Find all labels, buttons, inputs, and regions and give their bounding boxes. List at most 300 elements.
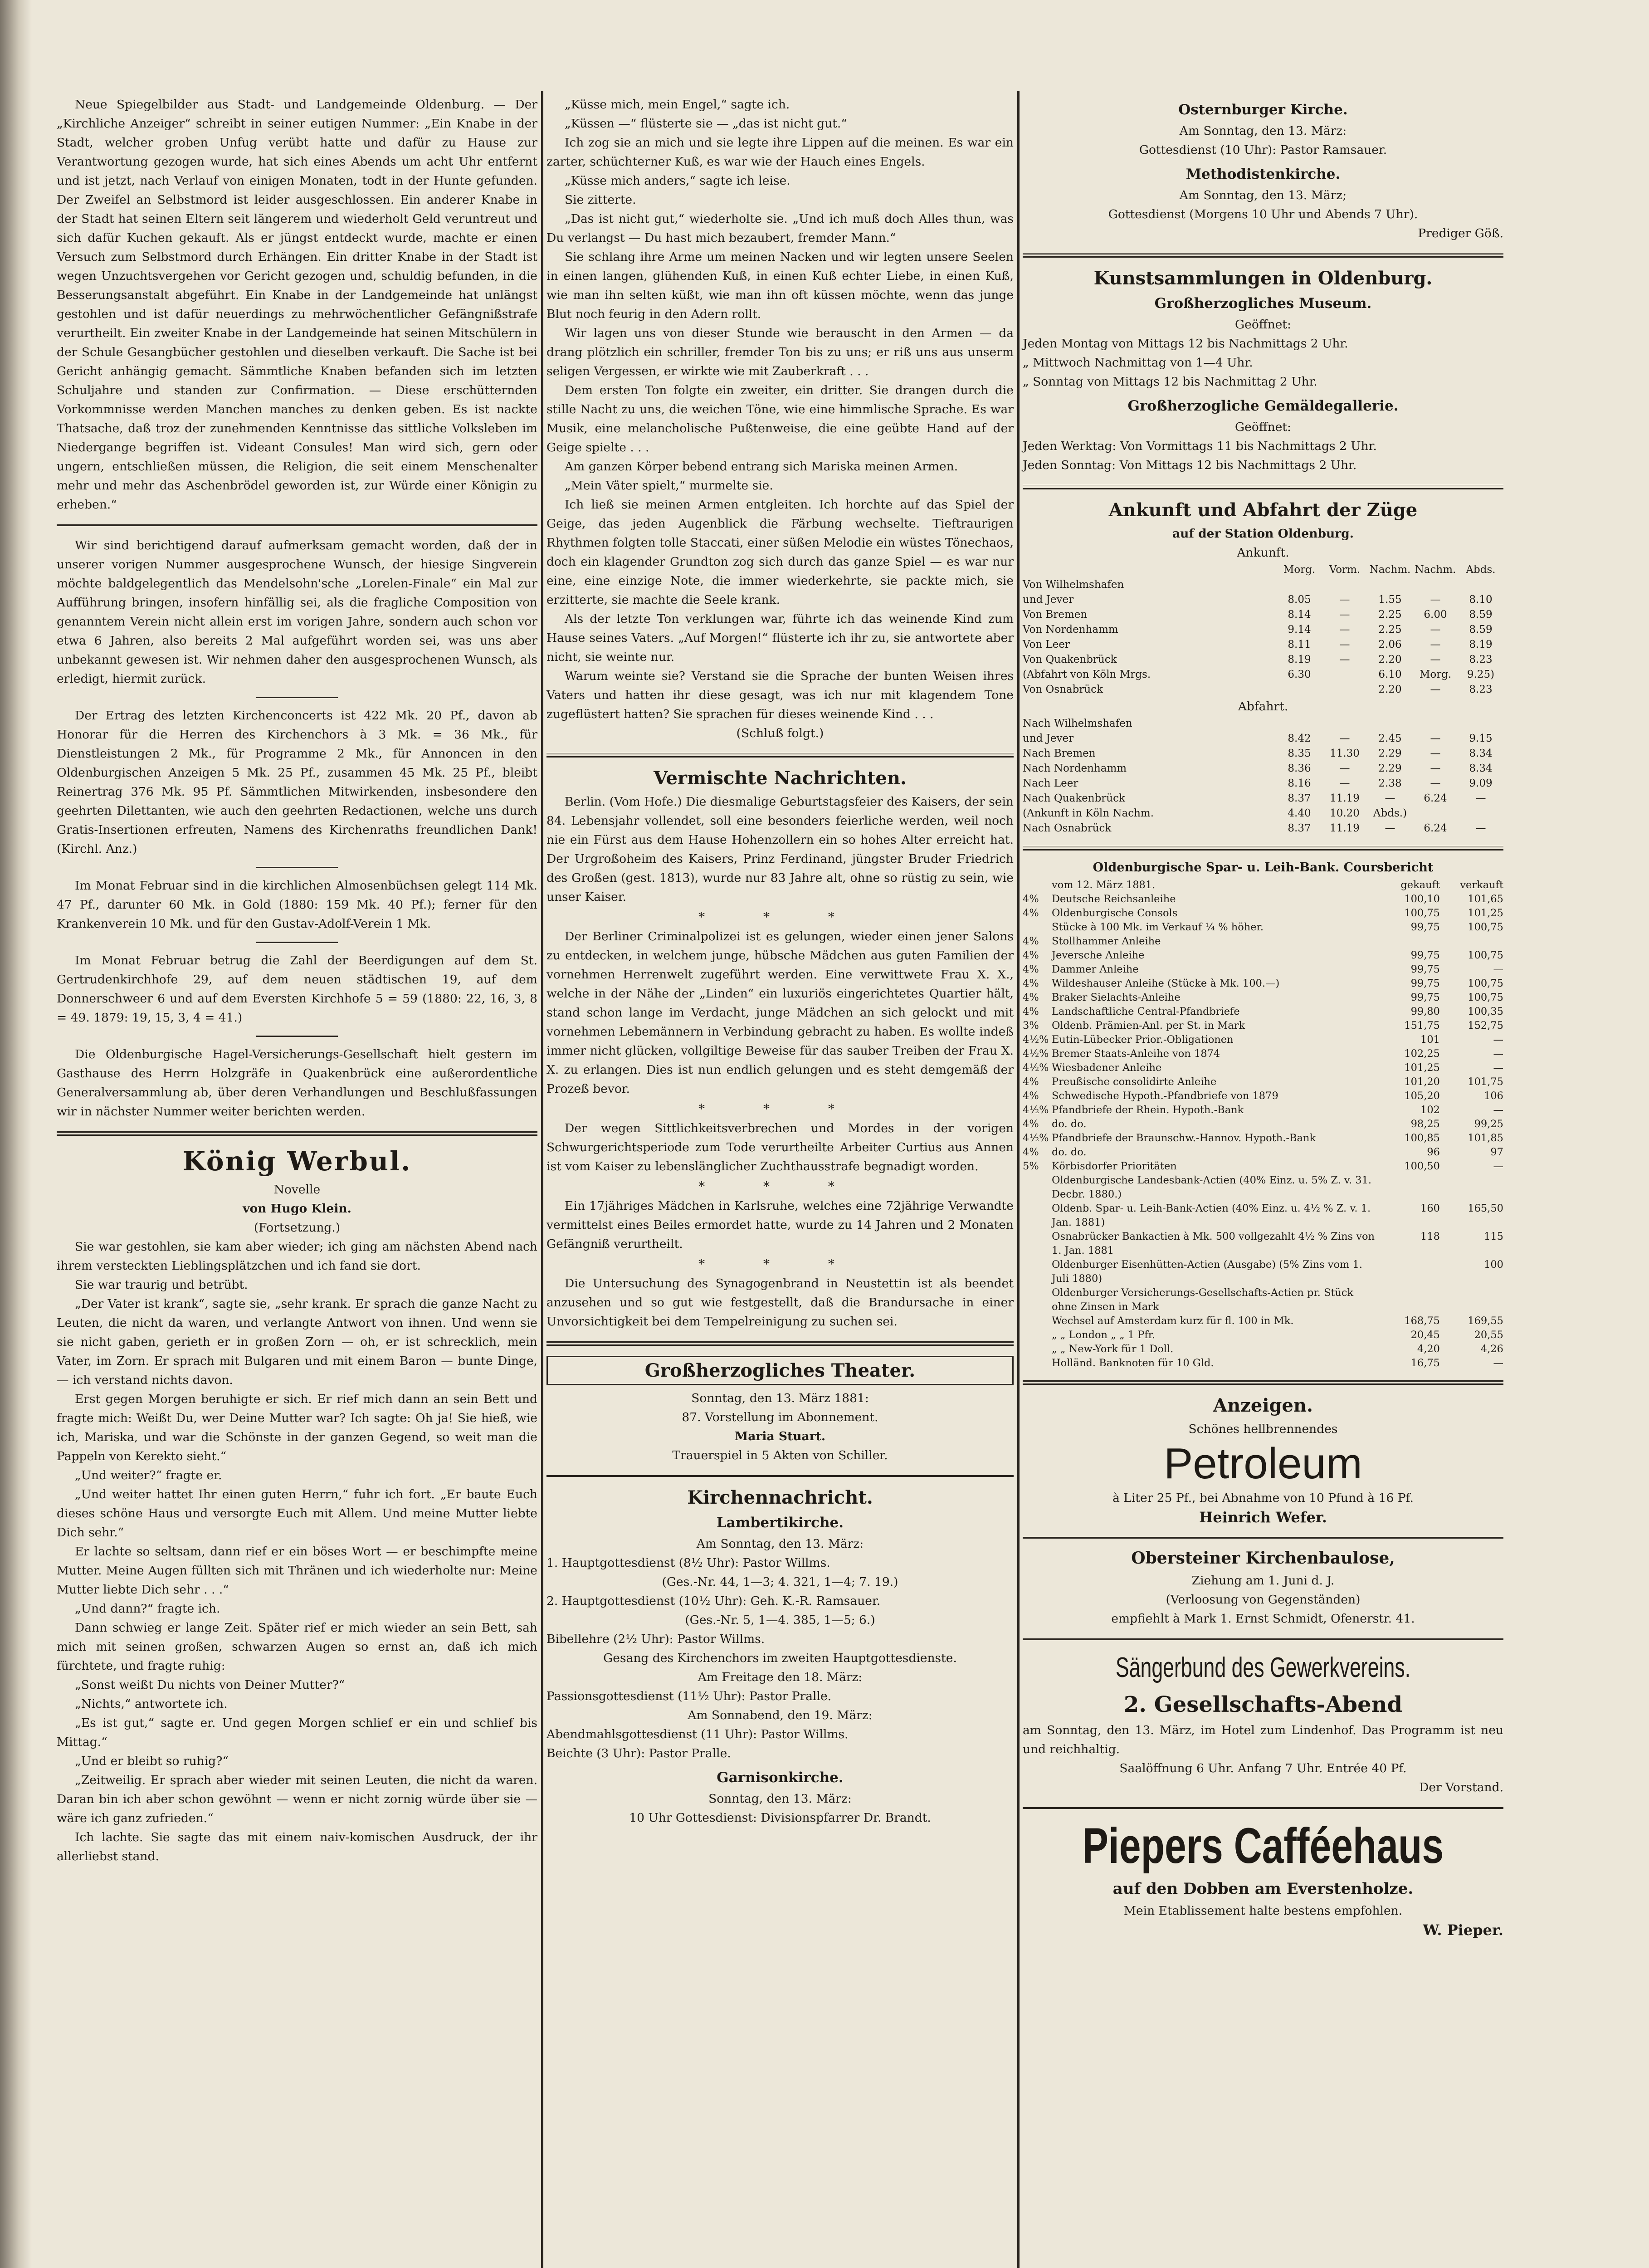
security-name: Oldenburger Versicherungs-Gesellschafts-Actien pr. Stück ohne Zinsen in Mark [1052, 1287, 1354, 1313]
train-row [1023, 652, 1503, 667]
train-row [1023, 716, 1503, 731]
train-time: 8.34 [1469, 763, 1493, 774]
train-time: 2.25 [1378, 609, 1402, 621]
novel-paragraph: Sie war gestohlen, sie kam aber wieder; ich ging am nächsten Abend nach ihrem versteckten Lieblingsplätzchen und ich fand sie dort. [57, 1240, 537, 1273]
exchange-row [1023, 1202, 1503, 1230]
price-bought: 105,20 [1404, 1090, 1440, 1102]
price-sold: 100,75 [1468, 921, 1503, 933]
price-sold: 115 [1484, 1231, 1503, 1242]
price-sold: 100,75 [1468, 978, 1503, 989]
security-name: Schwedische Hypoth.-Pfandbriefe von 1879 [1052, 1090, 1278, 1102]
novel-paragraph: „Das ist nicht gut,“ wiederholte sie. „Und ich muß doch Alles thun, was Du verlangst — Du hast mich bezaubert, fremder Mann.“ [546, 212, 1014, 245]
exchange-row [1023, 1258, 1503, 1286]
station-name: Nach Osnabrück [1023, 822, 1112, 834]
article-almosen: Im Monat Februar sind in die kirchlichen Almosenbüchsen gelegt 114 Mk. 47 Pf., darunter 60 Mk. in Gold (1880: 159 Mk. 40 Pf.); ferner für den Krankenverein 10 Mk. und für den Gustav-Adolf-Verein 1 Mk. [57, 879, 537, 931]
train-time: 2.38 [1378, 777, 1402, 789]
exchange-row [1023, 1033, 1503, 1047]
price-sold: 100 [1484, 1259, 1503, 1271]
train-time: 4.40 [1288, 807, 1311, 819]
rate [1023, 1258, 1052, 1286]
rate [1023, 1173, 1052, 1202]
train-time: — [1430, 733, 1441, 744]
price-bought: 118 [1420, 1231, 1440, 1242]
osternburg-title: Osternburger Kirche. [1178, 102, 1348, 118]
novel-paragraph: Ich lachte. Sie sagte das mit einem naiv-komischen Ausdruck, der ihr allerliebst stand. [57, 1830, 537, 1863]
train-header-row [1023, 562, 1503, 577]
church-line: (Ges.-Nr. 5, 1—4. 385, 1—5; 6.) [685, 1613, 875, 1627]
security-name: Landschaftliche Central-Pfandbriefe [1052, 1006, 1240, 1017]
train-time: 2.20 [1378, 654, 1402, 665]
column-middle [546, 95, 1014, 1828]
novel-paragraph: „Zeitweilig. Er sprach aber wieder mit seinen Leuten, die nicht da waren. Daran bin ich aber schon gewöhnt — wenn er nicht zornig würde über sie — wäre ich ganz zufrieden.“ [57, 1773, 537, 1825]
price-sold: — [1493, 1062, 1503, 1074]
price-bought: 99,75 [1410, 921, 1440, 933]
museum-hours: Jeden Montag von Mittags 12 bis Nachmittags 2 Uhr. [1023, 337, 1348, 351]
ad-line: Ziehung am 1. Juni d. J. [1191, 1574, 1335, 1588]
column-right [1023, 95, 1503, 1940]
museum-title: Großherzogliches Museum. [1154, 295, 1372, 312]
price-bought: 101,25 [1404, 1062, 1440, 1074]
rate: 4% [1023, 935, 1039, 947]
rate: 4% [1023, 992, 1039, 1003]
museum-hours: „ Mittwoch Nachmittag von 1—4 Uhr. [1023, 356, 1253, 370]
theater-date: Sonntag, den 13. März 1881: [691, 1391, 869, 1405]
novel-paragraph: „Küsse mich anders,“ sagte ich leise. [565, 174, 790, 188]
price-bought [1376, 1173, 1440, 1202]
price-sold: — [1493, 1034, 1503, 1046]
church-line: Gottesdienst (Morgens 10 Uhr und Abends 7 Uhr). [1108, 207, 1418, 221]
church-line: Gesang des Kirchenchors im zweiten Hauptgottesdienste. [603, 1651, 957, 1665]
train-time: 2.06 [1378, 639, 1402, 650]
price-sold: 101,85 [1468, 1132, 1503, 1144]
novel-paragraph: Als der letzte Ton verklungen war, führte ich das weinende Kind zum Hause seines Vaters. „Auf Morgen!“ flüsterte ich ihr zu, sie antwortete aber nicht, sie weinte nur. [546, 612, 1014, 664]
security-name: Oldenb. Prämien-Anl. per St. in Mark [1052, 1020, 1245, 1031]
rate: 4½% [1023, 1034, 1049, 1046]
exchange-row [1023, 1230, 1503, 1258]
divider [1023, 1638, 1503, 1640]
security-name: Oldenburger Eisenhütten-Actien (Ausgabe) (5% Zins vom 1. Juli 1880) [1052, 1259, 1363, 1285]
security-name: Stollhammer Anleihe [1052, 935, 1161, 947]
train-time: 8.19 [1288, 654, 1311, 665]
train-row [1023, 791, 1503, 806]
ad-cafe: Piepers Cafféehaus [1082, 1818, 1444, 1874]
security-name: Holländ. Banknoten für 10 Gld. [1052, 1357, 1214, 1369]
train-time: 9.14 [1288, 624, 1311, 635]
section-title-vermischte: Vermischte Nachrichten. [654, 767, 907, 789]
museum-hours: „ Sonntag von Mittags 12 bis Nachmittag 2 Uhr. [1023, 375, 1317, 389]
security-name: Deutsche Reichsanleihe [1052, 893, 1176, 905]
train-time: 1.55 [1378, 594, 1402, 606]
train-time: — [1430, 777, 1441, 789]
train-time: — [1475, 792, 1486, 804]
exchange-row [1023, 1075, 1503, 1089]
church-line: Am Sonntag, den 13. März: [1179, 124, 1347, 138]
train-time: 9.09 [1469, 777, 1493, 789]
divider [57, 1131, 537, 1136]
train-time: 8.42 [1288, 733, 1311, 744]
exchange-row [1023, 1286, 1503, 1314]
security-name: Wiesbadener Anleihe [1052, 1062, 1162, 1074]
col-head: Morg. [1283, 564, 1316, 576]
train-time: — [1430, 763, 1441, 774]
divider [1023, 1807, 1503, 1809]
price-bought: 101,20 [1404, 1076, 1440, 1088]
arrival-table [1023, 577, 1503, 697]
ad-abend: 2. Gesellschafts-Abend [1123, 1692, 1403, 1717]
col-head: Nachm. [1415, 564, 1456, 576]
price-bought: 102 [1420, 1104, 1440, 1116]
station-name: Nach Bremen [1023, 748, 1096, 759]
station-name: Von Osnabrück [1023, 684, 1103, 695]
church-line: Sonntag, den 13. März: [708, 1792, 852, 1806]
price-bought [1376, 1258, 1440, 1286]
station-name: Von Leer [1023, 639, 1070, 650]
station-name: Von Nordenhamm [1023, 624, 1118, 635]
divider [1023, 253, 1503, 258]
train-time [1413, 806, 1458, 821]
novel-paragraph: „Und weiter?“ fragte er. [75, 1468, 222, 1482]
train-time: 8.14 [1288, 609, 1311, 621]
train-time: 8.10 [1469, 594, 1493, 606]
price-sold: 101,75 [1468, 1076, 1503, 1088]
security-name: Oldenb. Spar- u. Leih-Bank-Actien (40% Einz. u. 4½ % Z. v. 1. Jan. 1881) [1052, 1202, 1371, 1228]
rate: 4½% [1023, 1104, 1049, 1116]
asterisk-divider: * * * [698, 1101, 862, 1116]
price-sold: 97 [1490, 1146, 1503, 1158]
kunst-title: Kunstsammlungen in Oldenburg. [1093, 268, 1433, 289]
train-row [1023, 776, 1503, 791]
theater-performance: 87. Vorstellung im Abonnement. [682, 1410, 878, 1424]
train-time: — [1339, 639, 1350, 650]
departure-label: Abfahrt. [1238, 699, 1288, 714]
exchange-row [1023, 1005, 1503, 1019]
exchange-row [1023, 1131, 1503, 1145]
train-time: 6.24 [1424, 822, 1447, 834]
rate: 4% [1023, 1006, 1039, 1017]
col-head: Abds. [1466, 564, 1496, 576]
security-name: Eutin-Lübecker Prior.-Obligationen [1052, 1034, 1234, 1046]
train-time: — [1339, 763, 1350, 774]
gallery-title: Großherzogliche Gemäldegallerie. [1127, 398, 1399, 414]
price-bought: 102,25 [1404, 1048, 1440, 1060]
train-time: 6.10 [1378, 669, 1402, 680]
station-name: Von Bremen [1023, 609, 1088, 621]
train-row [1023, 577, 1503, 592]
price-sold: — [1493, 1104, 1503, 1116]
arrival-label: Ankunft. [1237, 546, 1289, 560]
price-sold: 20,55 [1474, 1329, 1503, 1341]
price-bought [1376, 1286, 1440, 1314]
price-sold: 101,65 [1468, 893, 1503, 905]
ad-firm: Heinrich Wefer. [1199, 1509, 1327, 1526]
lamberti-title: Lambertikirche. [716, 1515, 844, 1531]
exchange-row [1023, 1019, 1503, 1033]
station-name: Von Quakenbrück [1023, 654, 1117, 665]
exchange-row [1023, 963, 1503, 977]
station-name: Nach Leer [1023, 777, 1078, 789]
novel-paragraph: „Küssen —“ flüsterte sie — „das ist nicht gut.“ [565, 117, 847, 131]
church-line: Am Sonnabend, den 19. März: [688, 1708, 873, 1722]
train-subtitle: auf der Station Oldenburg. [1172, 527, 1354, 541]
security-name: Preußische consolidirte Anleihe [1052, 1076, 1217, 1088]
col-head: verkauft [1460, 879, 1503, 891]
novel-paragraph: „Und er bleibt so ruhig?“ [75, 1754, 229, 1768]
ad-petroleum: Petroleum [1164, 1439, 1362, 1488]
church-news-title: Kirchennachricht. [687, 1487, 873, 1508]
price-bought: 99,75 [1410, 963, 1440, 975]
train-time: — [1339, 777, 1350, 789]
divider [1023, 1380, 1503, 1385]
train-time: — [1385, 792, 1395, 804]
security-name: do. do. [1052, 1118, 1087, 1130]
novel-paragraph: Ich zog sie an mich und sie legte ihre Lippen auf die meinen. Es war ein zarter, schüchterner Kuß, es war wie der Hauch eines Engels. [546, 136, 1014, 169]
train-time [1277, 716, 1322, 731]
novel-paragraph: „Der Vater ist krank“, sagte sie, „sehr krank. Er sprach die ganze Nacht zu Leuten, die nicht da waren, und verlangte Antwort von ihnen. Und wenn sie sie nicht gaben, gerieth er in großen Zorn — oh, er ist schrecklich, mein Vater, im Zorn. Er sprach mit Bulgaren und mit einem Baron — bunte Dinge, — ich verstand nichts davon. [57, 1297, 537, 1387]
rate: 4½% [1023, 1048, 1049, 1060]
train-time: 8.16 [1288, 777, 1311, 789]
church-line: Beichte (3 Uhr): Pastor Pralle. [546, 1746, 731, 1760]
train-time: 9.25) [1467, 669, 1495, 680]
rate: 4% [1023, 1076, 1039, 1088]
novel-subtitle: Novelle [273, 1183, 321, 1197]
security-name: Pfandbriefe der Braunschw.-Hannov. Hypoth.-Bank [1052, 1132, 1316, 1144]
church-line: 1. Hauptgottesdienst (8½ Uhr): Pastor Willms. [546, 1556, 830, 1570]
train-time [1277, 682, 1322, 697]
museum-open-label: Geöffnet: [1235, 318, 1291, 332]
ad-cafe-sub: auf den Dobben am Everstenholze. [1112, 1880, 1414, 1898]
train-time: 8.34 [1469, 748, 1493, 759]
train-time: — [1339, 654, 1350, 665]
train-row [1023, 746, 1503, 761]
church-line: 10 Uhr Gottesdienst: Divisionspfarrer Dr. Brandt. [629, 1811, 931, 1825]
novel-paragraph: „Und dann?“ fragte ich. [75, 1602, 220, 1616]
price-bought: 99,75 [1410, 992, 1440, 1003]
security-name: Osnabrücker Bankactien à Mk. 500 vollgezahlt 4½ % Zins von 1. Jan. 1881 [1052, 1231, 1375, 1256]
train-time: 9.15 [1469, 733, 1493, 744]
train-time: 8.19 [1469, 639, 1493, 650]
train-time: — [1339, 733, 1350, 744]
train-time: — [1475, 822, 1486, 834]
train-row [1023, 667, 1503, 682]
train-title: Ankunft und Abfahrt der Züge [1108, 499, 1418, 521]
price-bought: 100,85 [1404, 1132, 1440, 1144]
divider [1023, 485, 1503, 489]
rate [1023, 1230, 1052, 1258]
novel-title: König Werbul. [182, 1146, 412, 1177]
station-name: und Jever [1023, 594, 1074, 606]
train-time: 8.37 [1288, 822, 1311, 834]
ad-line: Schönes hellbrennendes [1188, 1422, 1338, 1436]
rate: 4½% [1023, 1062, 1049, 1074]
col-head: Nachm. [1369, 564, 1411, 576]
train-time [1367, 716, 1413, 731]
station-name: (Ankunft in Köln Nachm. [1023, 807, 1154, 819]
divider [256, 1036, 338, 1037]
price-bought: 101 [1420, 1034, 1440, 1046]
exchange-row [1023, 1089, 1503, 1103]
train-time: 2.25 [1378, 624, 1402, 635]
exchange-table [1023, 892, 1503, 1370]
rate: 4% [1023, 1118, 1039, 1130]
train-time [1322, 667, 1367, 682]
novel-paragraph: „Sonst weißt Du nichts von Deiner Mutter?“ [75, 1678, 345, 1692]
church-line: (Ges.-Nr. 44, 1—3; 4. 321, 1—4; 7. 19.) [662, 1575, 898, 1589]
price-bought: 99,75 [1410, 978, 1440, 989]
train-time: 11.19 [1330, 792, 1360, 804]
divider [1023, 846, 1503, 850]
exchange-row [1023, 906, 1503, 920]
train-time [1322, 577, 1367, 592]
price-sold: — [1493, 1160, 1503, 1172]
train-time: 11.19 [1330, 822, 1360, 834]
train-time: 8.36 [1288, 763, 1311, 774]
exchange-row [1023, 1314, 1503, 1328]
article-singverein: Wir sind berichtigend darauf aufmerksam gemacht worden, daß der in unserer vorigen Nummer ausgesprochene Wunsch, der hiesige Singverein möchte baldgelegentlich das Mendelsohn'sche „Lorelen-Finale“ ein Mal zur Aufführung bringen, insofern hinfällig sei, als die fragliche Composition von genanntem Verein nicht allein erst im vorigen Jahre, sondern auch schon vor etwa 6 Jahren, also bereits 2 Mal aufgeführt worden sei, was uns aber unbekannt gewesen ist. Wir nehmen daher den ausgesprochenen Wunsch, als erledigt, hiermit zurück. [57, 538, 537, 686]
article-spiegelbilder: Neue Spiegelbilder aus Stadt- und Landgemeinde Oldenburg. — Der „Kirchliche Anzeiger“ schreibt in seiner eutigen Nummer: „Ein Knabe in der Stadt, welcher groben Unfug verübt hatte und dafür zu Hause zur Verantwortung gezogen wurde, hat sich eines Abends um acht Uhr entfernt und ist jetzt, nach Verlauf von einigen Monaten, todt in der Hunte gefunden. Der Zweifel an Selbstmord ist leider ausgeschlossen. Ein anderer Knabe in der Stadt hat seinen Eltern seit längerem und wiederholt Geld veruntreut und sich dafür Kuchen gekauft. Als er jüngst entdeckt wurde, machte er einen Versuch zum Selbstmord durch Erhängen. Ein dritter Knabe in der Stadt ist wegen Unzuchtsvergehen vor Gericht gezogen und, schuldig befunden, in die Besserungsanstalt abgeführt. Ein Knabe in der Landgemeinde hat unlängst gestohlen und ist dafür neuerdings zu mehrwöchentlicher Gefängnißstrafe verurtheilt. Ein zweiter Knabe in der Landgemeinde hat seinen Mitschülern in der Schule Gesangbücher gestohlen und dieselben verkauft. Die Sache ist bei Gericht anhängig gemacht. Sämmtliche Knaben befanden sich im letzten Schuljahre und standen zur Confirmation. — Diese erschütternden Vorkommnisse werden Manchen manches zu denken geben. Es ist nackte Thatsache, daß troz der zunehmenden Kenntnisse das sittliche Volksleben im Niedergange begriffen ist. Videant Consules! Man wird sich, gern oder ungern, entschließen müssen, die Religion, die seit einem Menschenalter mehr und mehr das Aschenbrödel geworden ist, zur Würde einer Königin zu erheben.“ [57, 98, 537, 512]
asterisk-divider: * * * [698, 909, 862, 924]
exchange-row [1023, 1159, 1503, 1173]
novel-paragraph: Sie zitterte. [565, 193, 636, 207]
station-name: Von Wilhelmshafen [1023, 579, 1124, 591]
bank-header-row [1023, 878, 1503, 892]
train-time [1413, 577, 1458, 592]
novel-paragraph: Sie war traurig und betrübt. [75, 1278, 248, 1292]
divider [1023, 1537, 1503, 1539]
security-name: Oldenburgische Landesbank-Actien (40% Einz. u. 5% Z. v. 31. Decbr. 1880.) [1052, 1174, 1372, 1200]
train-time: 8.35 [1288, 748, 1311, 759]
train-time: — [1430, 684, 1441, 695]
article-kirchenconcert: Der Ertrag des letzten Kirchenconcerts ist 422 Mk. 20 Pf., davon ab Honorar für die Herren des Kirchenchors à 3 Mk. = 36 Mk., für Dienstleistungen 2 Mk., für Programme 2 Mk., für Annoncen in den Oldenburgischen Anzeigen 5 Mk. 25 Pf., zusammen 45 Mk. 25 Pf., bleibt Reinertrag 376 Mk. 95 Pf. Sämmtlichen Mitwirkenden, insbesondere den geehrten Dilettanten, wie auch den geehrten Redactionen, welche uns durch Gratis-Insertionen erfreuten, Namens des Kirchenraths freundlichen Dank! (Kirchl. Anz.) [57, 709, 537, 856]
train-time: — [1430, 654, 1441, 665]
divider [546, 753, 1014, 758]
exchange-row [1023, 1117, 1503, 1131]
church-line: Bibellehre (2½ Uhr): Pastor Willms. [546, 1632, 765, 1646]
exchange-row [1023, 1047, 1503, 1061]
exchange-row [1023, 934, 1503, 948]
train-time [1277, 577, 1322, 592]
train-time [1458, 806, 1503, 821]
church-line: Passionsgottesdienst (11½ Uhr): Pastor Pralle. [546, 1689, 832, 1703]
security-name: Wildeshauser Anleihe (Stücke à Mk. 100.—) [1052, 978, 1280, 989]
price-bought: 4,20 [1417, 1343, 1440, 1355]
train-time: — [1430, 748, 1441, 759]
price-sold: 99,25 [1474, 1118, 1503, 1130]
security-name: do. do. [1052, 1146, 1087, 1158]
article-hagel: Die Oldenburgische Hagel-Versicherungs-Gesellschaft hielt gestern im Gasthause des Herrn Holzgräfe in Quakenbrück eine außerordentliche Generalversammlung ab, über deren Verhandlungen und Beschlußfassungen wir in nächster Nummer weiter berichten werden. [57, 1047, 537, 1119]
price-sold: — [1493, 1048, 1503, 1060]
novel-continuation: (Fortsetzung.) [254, 1221, 341, 1235]
exchange-row [1023, 1328, 1503, 1342]
exchange-row [1023, 991, 1503, 1005]
gallery-hours: Jeden Sonntag: Von Mittags 12 bis Nachmittags 2 Uhr. [1023, 458, 1357, 472]
train-time: 8.05 [1288, 594, 1311, 606]
train-time: 8.11 [1288, 639, 1311, 650]
novel-paragraph: Wir lagen uns von dieser Stunde wie berauscht in den Armen — da drang plötzlich ein schriller, fremder Ton bis zu uns; er riß uns aus unserm seligen Vergessen, er wirkte wie mit Zauberkraft . . . [546, 326, 1014, 378]
security-name: Dammer Anleihe [1052, 963, 1139, 975]
exchange-row [1023, 1061, 1503, 1075]
article-karlsruhe: Ein 17jähriges Mädchen in Karlsruhe, welches eine 72jährige Verwandte vermittelst eines Beiles ermordet hatte, wurde zu 14 Jahren und 2 Monaten Gefängniß verurtheilt. [546, 1199, 1014, 1251]
bank-date: vom 12. März 1881. [1052, 879, 1156, 891]
rate: 4% [1023, 963, 1039, 975]
article-beerdigungen: Im Monat Februar betrug die Zahl der Beerdigungen auf dem St. Gertrudenkirchhofe 29, auf dem neuen städtischen 19, auf dem Donnerschweer 6 und auf dem Eversten Kirchhofe 5 = 59 (1880: 22, 16, 3, 8 = 49. 1879: 19, 15, 3, 4 = 41.) [57, 953, 537, 1025]
column-left [57, 95, 537, 1866]
theater-play: Maria Stuart. [734, 1429, 826, 1443]
rate: 4% [1023, 949, 1039, 961]
book-binding-shadow [0, 0, 32, 2268]
column-rule [1017, 91, 1020, 2268]
train-row [1023, 821, 1503, 836]
church-line: Gottesdienst (10 Uhr): Pastor Ramsauer. [1139, 143, 1387, 157]
novel-paragraph: „Mein Väter spielt,“ murmelte sie. [565, 479, 773, 493]
security-name: Wechsel auf Amsterdam kurz für fl. 100 in Mk. [1052, 1315, 1294, 1327]
price-sold: 100,35 [1468, 1006, 1503, 1017]
departure-table [1023, 716, 1503, 836]
rate [1023, 1314, 1052, 1328]
price-sold: 152,75 [1468, 1020, 1503, 1031]
ad-line: Mein Etablissement halte bestens empfohlen. [1123, 1904, 1403, 1918]
exchange-row [1023, 1342, 1503, 1356]
exchange-row [1023, 1173, 1503, 1202]
novel-paragraph: Dem ersten Ton folgte ein zweiter, ein dritter. Sie drangen durch die stille Nacht zu uns, die weichen Töne, wie eine himmlische Sprache. Es war Musik, eine melancholische Pußtenweise, die eine geübte Hand auf der Geige spielte . . . [546, 383, 1014, 455]
article-criminalpolizei: Der Berliner Criminalpolizei ist es gelungen, wieder einen jener Salons zu entdecken, in welchem junge, hübsche Mädchen aus guten Familien der vornehmen Herrenwelt zugeführt werden. Eine verwittwete Frau X. X., welche in der Nähe der „Linden“ ein luxuriös eingerichtetes Quartier hält, stand schon lange im Verdacht, junge Mädchen an sich gelockt und mit vornehmen Lebemännern in Verbindung gebracht zu haben. Es wollte indeß immer nicht glücken, vollgiltige Beweise für das sauber Treiben der Frau X. X. zu erlangen. Dies ist nun endlich gelungen und es steht demgemäß der Prozeß bevor. [546, 929, 1014, 1096]
ad-lose-title: Obersteiner Kirchenbaulose, [1131, 1549, 1395, 1568]
exchange-row [1023, 948, 1503, 963]
train-time: — [1430, 594, 1441, 606]
church-line: 2. Hauptgottesdienst (10½ Uhr): Geh. K.-R. Ramsauer. [546, 1594, 881, 1608]
train-time: Abds.) [1373, 807, 1407, 819]
gallery-open-label: Geöffnet: [1235, 420, 1291, 434]
ad-saengerbund: Sängerbund des Gewerkvereins. [1115, 1652, 1411, 1683]
price-bought: 99,75 [1410, 949, 1440, 961]
price-sold: 106 [1484, 1090, 1503, 1102]
price-bought [1376, 934, 1440, 948]
divider [256, 697, 338, 698]
train-row [1023, 622, 1503, 637]
train-time: 10.20 [1330, 807, 1360, 819]
train-time: 6.24 [1424, 792, 1447, 804]
price-bought: 168,75 [1404, 1315, 1440, 1327]
asterisk-divider: * * * [698, 1256, 862, 1271]
exchange-row [1023, 1356, 1503, 1370]
exchange-row [1023, 1103, 1503, 1117]
security-name: Oldenburgische Consols [1052, 907, 1178, 919]
rate: 4% [1023, 907, 1039, 919]
price-sold: 100,75 [1468, 992, 1503, 1003]
price-sold: — [1493, 963, 1503, 975]
station-name: Nach Quakenbrück [1023, 792, 1125, 804]
train-time [1413, 716, 1458, 731]
train-time: — [1339, 594, 1350, 606]
security-name: Bremer Staats-Anleihe von 1874 [1052, 1048, 1220, 1060]
exchange-row [1023, 1145, 1503, 1159]
ad-line: empfiehlt à Mark 1. Ernst Schmidt, Ofenerstr. 41. [1111, 1612, 1415, 1626]
rate [1023, 1202, 1052, 1230]
novel-to-be-continued: (Schluß folgt.) [736, 726, 824, 740]
ad-firm: W. Pieper. [1423, 1921, 1503, 1939]
train-time: 8.59 [1469, 609, 1493, 621]
exchange-row [1023, 892, 1503, 906]
rate: 4% [1023, 893, 1039, 905]
rate [1023, 920, 1052, 934]
train-time: 8.23 [1469, 684, 1493, 695]
station-name: und Jever [1023, 733, 1074, 744]
divider [256, 942, 338, 943]
train-time: 2.45 [1378, 733, 1402, 744]
security-name: Pfandbriefe der Rhein. Hypoth.-Bank [1052, 1104, 1244, 1116]
rate [1023, 1328, 1052, 1342]
rate [1023, 1342, 1052, 1356]
rate [1023, 1356, 1052, 1370]
